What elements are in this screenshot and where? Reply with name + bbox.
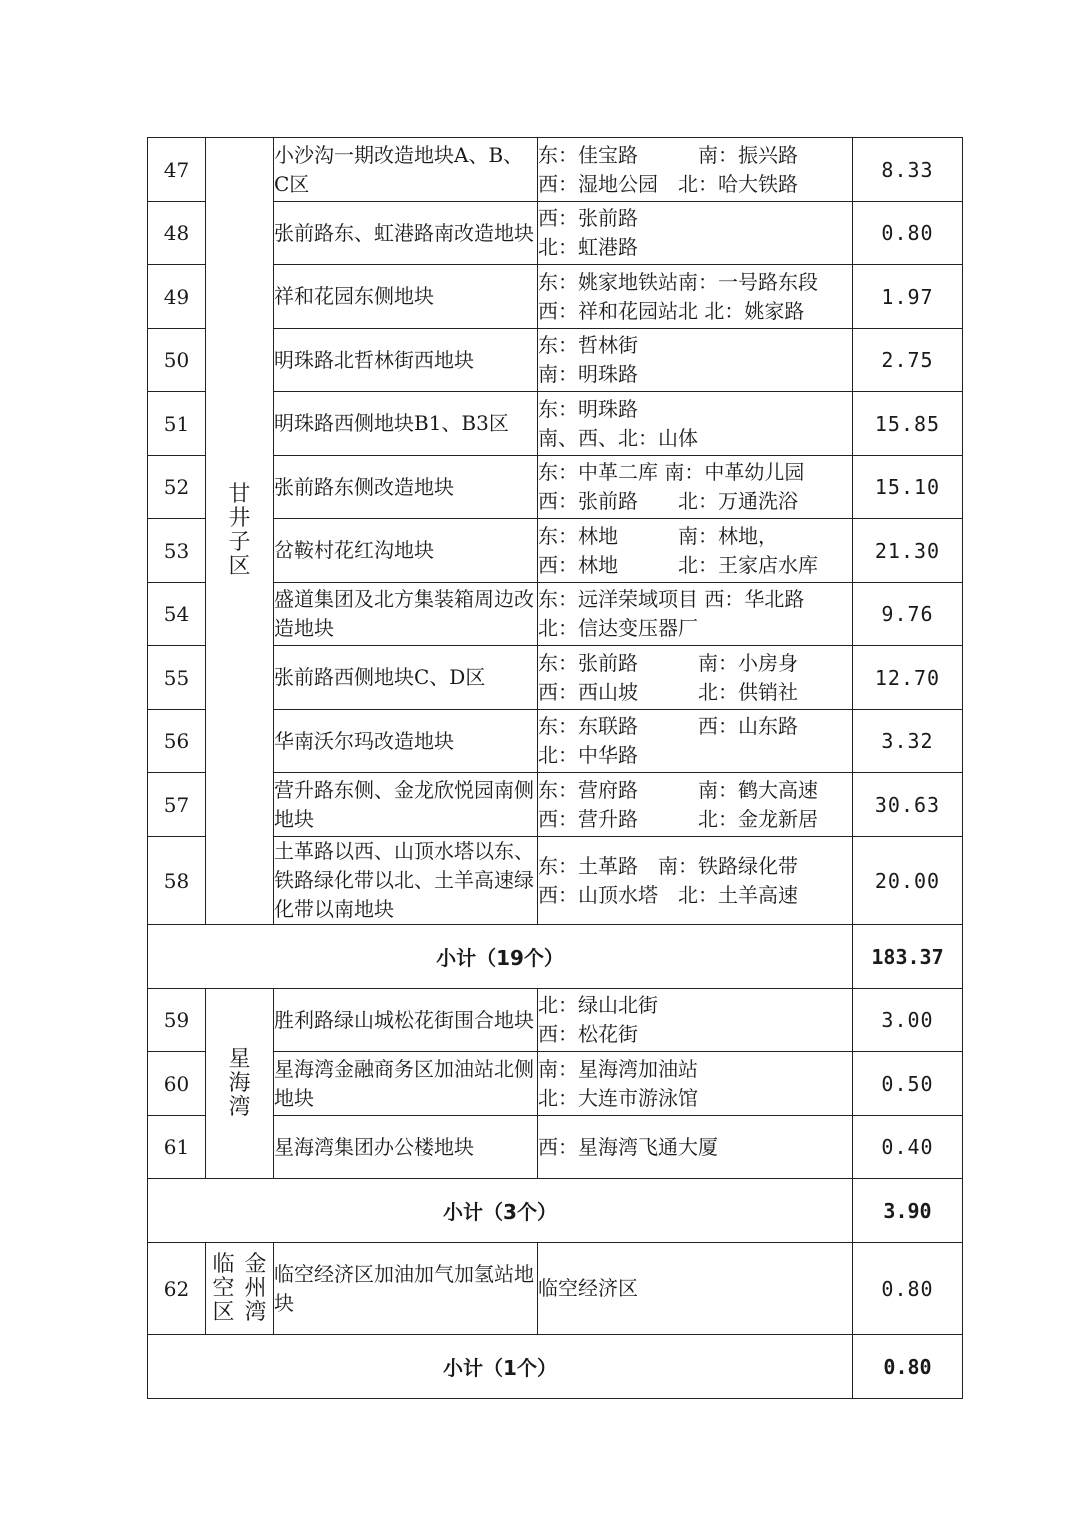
parcel-name: 岔鞍村花红沟地块 bbox=[274, 519, 538, 583]
boundary-line: 北：中华路 bbox=[538, 743, 638, 767]
boundary-line: 东：林地 南：林地， bbox=[538, 523, 778, 548]
parcel-area: 30.63 bbox=[853, 773, 963, 837]
boundaries bbox=[538, 583, 853, 646]
boundaries bbox=[538, 837, 853, 925]
subtotal-value: 183.37 bbox=[853, 925, 963, 989]
parcel-name: 明珠路西侧地块B1、B3区 bbox=[274, 392, 538, 456]
row-number: 61 bbox=[148, 1116, 206, 1179]
boundary-line: 东：东联路 西：山东路 bbox=[538, 714, 798, 738]
parcel-area: 15.10 bbox=[853, 456, 963, 519]
subtotal-row bbox=[148, 1335, 963, 1399]
parcel-area: 0.80 bbox=[853, 1243, 963, 1335]
boundaries bbox=[538, 519, 853, 583]
boundary-line: 西：营升路 北：金龙新居 bbox=[538, 806, 818, 831]
boundaries bbox=[538, 710, 853, 773]
parcel-area: 15.85 bbox=[853, 392, 963, 456]
row-number: 49 bbox=[148, 265, 206, 329]
parcel-area: 0.40 bbox=[853, 1116, 963, 1179]
boundary-line: 西：星海湾飞通大厦 bbox=[538, 1134, 718, 1159]
row-number: 51 bbox=[148, 392, 206, 456]
district-name-columns bbox=[206, 1253, 273, 1325]
subtotal-row bbox=[148, 925, 963, 989]
boundary-line: 东：营府路 南：鹤大高速 bbox=[538, 777, 818, 802]
land-parcel-table bbox=[147, 137, 963, 1399]
boundary-line: 东：远洋荣域项目 西：华北路 bbox=[538, 587, 805, 611]
parcel-area: 3.32 bbox=[853, 710, 963, 773]
row-number: 52 bbox=[148, 456, 206, 519]
boundaries bbox=[538, 392, 853, 456]
parcel-name: 张前路东、虹港路南改造地块 bbox=[274, 202, 538, 265]
boundary-line: 西：西山坡 北：供销社 bbox=[538, 679, 798, 704]
boundary-line: 西：张前路 北：万通洗浴 bbox=[538, 489, 798, 513]
boundary-line: 西：张前路 bbox=[538, 206, 638, 230]
boundary-line: 东：中革二库 南：中革幼儿园 bbox=[538, 460, 805, 484]
boundary-line: 西：松花街 bbox=[538, 1022, 638, 1046]
parcel-area: 8.33 bbox=[853, 138, 963, 202]
boundary-line: 北：绿山北街 bbox=[538, 993, 658, 1017]
boundary-line: 北：虹港路 bbox=[538, 235, 638, 259]
table-row bbox=[148, 989, 963, 1052]
boundary-line: 西：祥和花园站北 北：姚家路 bbox=[538, 298, 805, 323]
boundary-line: 南：星海湾加油站 bbox=[538, 1056, 698, 1081]
district-name: 甘井子区 bbox=[228, 482, 251, 579]
parcel-name: 祥和花园东侧地块 bbox=[274, 265, 538, 329]
boundary-line: 东：张前路 南：小房身 bbox=[538, 650, 798, 675]
row-number: 59 bbox=[148, 989, 206, 1052]
district-name: 星海湾 bbox=[228, 1046, 251, 1120]
boundary-line: 东：姚家地铁站南：一号路东段 bbox=[538, 269, 818, 294]
boundaries bbox=[538, 456, 853, 519]
row-number: 62 bbox=[148, 1243, 206, 1335]
boundary-line: 西：林地 北：王家店水库 bbox=[538, 552, 818, 577]
row-number: 48 bbox=[148, 202, 206, 265]
parcel-area: 9.76 bbox=[853, 583, 963, 646]
parcel-area: 0.80 bbox=[853, 202, 963, 265]
parcel-name: 盛道集团及北方集装箱周边改造地块 bbox=[274, 583, 538, 646]
boundary-line: 东：土革路 南：铁路绿化带 bbox=[538, 853, 798, 878]
boundary-line: 西：湿地公园 北：哈大铁路 bbox=[538, 171, 798, 196]
boundaries bbox=[538, 646, 853, 710]
subtotal-value: 3.90 bbox=[853, 1179, 963, 1243]
parcel-name: 土革路以西、山顶水塔以东、铁路绿化带以北、土羊高速绿化带以南地块 bbox=[274, 837, 538, 925]
district-name-col: 金州湾 bbox=[244, 1251, 267, 1325]
boundaries bbox=[538, 1116, 853, 1179]
boundary-line: 东：哲林街 bbox=[538, 333, 638, 357]
parcel-area: 1.97 bbox=[853, 265, 963, 329]
boundaries bbox=[538, 265, 853, 329]
boundaries bbox=[538, 773, 853, 837]
parcel-name: 张前路西侧地块C、D区 bbox=[274, 646, 538, 710]
district-cell bbox=[206, 1243, 274, 1335]
subtotal-row bbox=[148, 1179, 963, 1243]
row-number: 55 bbox=[148, 646, 206, 710]
table-row bbox=[148, 1243, 963, 1335]
row-number: 53 bbox=[148, 519, 206, 583]
table-row bbox=[148, 138, 963, 202]
boundaries bbox=[538, 202, 853, 265]
parcel-area: 2.75 bbox=[853, 329, 963, 392]
parcel-area: 20.00 bbox=[853, 837, 963, 925]
row-number: 60 bbox=[148, 1052, 206, 1116]
row-number: 54 bbox=[148, 583, 206, 646]
parcel-name: 营升路东侧、金龙欣悦园南侧地块 bbox=[274, 773, 538, 837]
parcel-name: 星海湾集团办公楼地块 bbox=[274, 1116, 538, 1179]
row-number: 56 bbox=[148, 710, 206, 773]
parcel-area: 3.00 bbox=[853, 989, 963, 1052]
boundary-line: 北：信达变压器厂 bbox=[538, 616, 698, 640]
subtotal-label: 小计（1个） bbox=[148, 1335, 853, 1399]
parcel-name: 华南沃尔玛改造地块 bbox=[274, 710, 538, 773]
boundaries bbox=[538, 989, 853, 1052]
parcel-name: 胜利路绿山城松花街围合地块 bbox=[274, 989, 538, 1052]
boundary-line: 西：山顶水塔 北：土羊高速 bbox=[538, 882, 798, 907]
boundary-line: 东：佳宝路 南：振兴路 bbox=[538, 142, 798, 167]
boundaries bbox=[538, 329, 853, 392]
subtotal-label: 小计（3个） bbox=[148, 1179, 853, 1243]
subtotal-value: 0.80 bbox=[853, 1335, 963, 1399]
boundary-line: 北：大连市游泳馆 bbox=[538, 1085, 698, 1110]
boundary-line: 东：明珠路 bbox=[538, 396, 638, 421]
boundaries bbox=[538, 1052, 853, 1116]
row-number: 58 bbox=[148, 837, 206, 925]
row-number: 47 bbox=[148, 138, 206, 202]
subtotal-label: 小计（19个） bbox=[148, 925, 853, 989]
district-cell bbox=[206, 138, 274, 925]
boundary-line: 南：明珠路 bbox=[538, 362, 638, 386]
boundaries bbox=[538, 138, 853, 202]
boundary-line: 临空经济区 bbox=[538, 1276, 638, 1300]
district-cell bbox=[206, 989, 274, 1179]
boundaries bbox=[538, 1243, 853, 1335]
row-number: 57 bbox=[148, 773, 206, 837]
parcel-area: 21.30 bbox=[853, 519, 963, 583]
parcel-name: 小沙沟一期改造地块A、B、C区 bbox=[274, 138, 538, 202]
parcel-name: 明珠路北哲林街西地块 bbox=[274, 329, 538, 392]
boundary-line: 南、西、北：山体 bbox=[538, 425, 698, 450]
row-number: 50 bbox=[148, 329, 206, 392]
parcel-name: 临空经济区加油加气加氢站地块 bbox=[274, 1243, 538, 1335]
parcel-area: 12.70 bbox=[853, 646, 963, 710]
parcel-area: 0.50 bbox=[853, 1052, 963, 1116]
district-name-col: 临空区 bbox=[212, 1251, 235, 1325]
parcel-name: 星海湾金融商务区加油站北侧地块 bbox=[274, 1052, 538, 1116]
parcel-name: 张前路东侧改造地块 bbox=[274, 456, 538, 519]
